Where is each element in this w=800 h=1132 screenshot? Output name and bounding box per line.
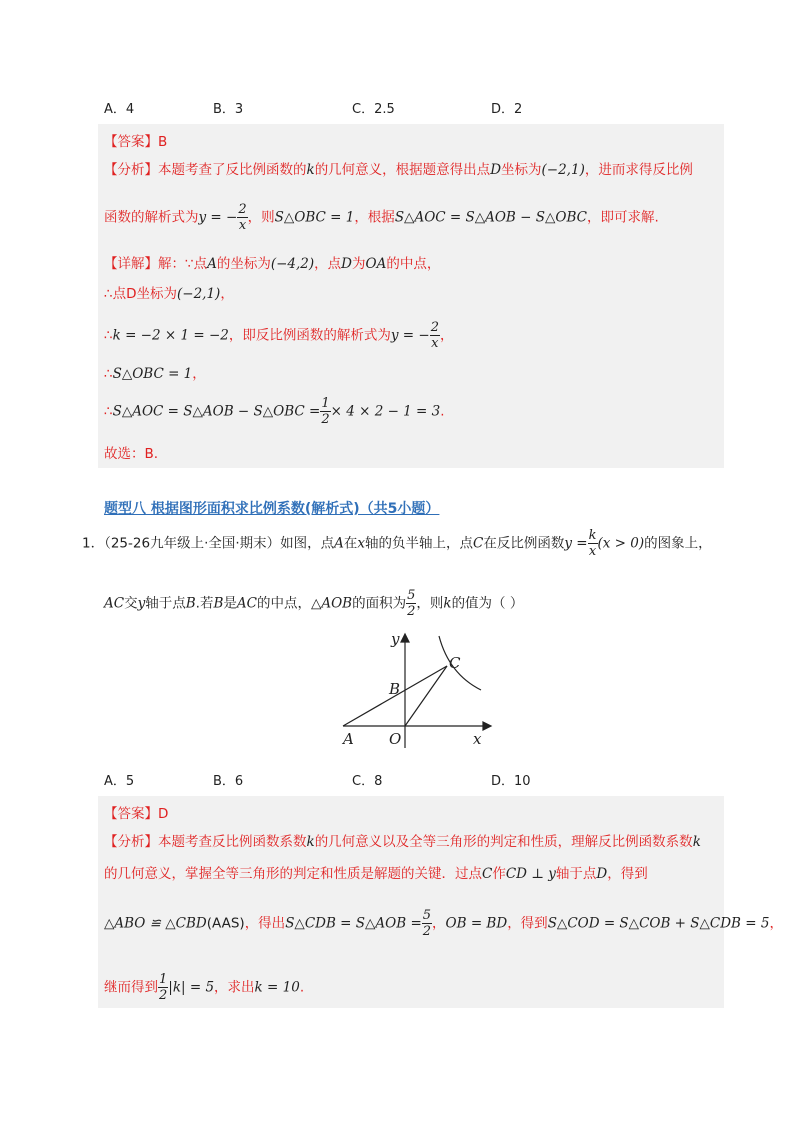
- q1-answer-box: [98, 796, 783, 1008]
- answer-line: 【答案】B: [104, 134, 168, 150]
- option-c: C．8: [352, 774, 383, 789]
- label-a: A: [343, 730, 354, 748]
- detail-line-4: ∴S△OBC = 1，: [104, 366, 206, 382]
- option-a: A．4: [104, 102, 135, 117]
- analysis-line-1: 【分析】本题考查了反比例函数的k的几何意义，根据题意得出点D坐标为(−2,1)，进而求得反比例: [104, 162, 693, 178]
- detail-line-1: 【详解】解：∵点A的坐标为(−4,2)，点D为OA的中点，: [104, 256, 441, 272]
- analysis-line-3: △ABO ≌ △CBD(AAS)，得出S△CDB = S△AOB = $\frac{5}{2}$ ，OB = BD，得到S△COD = S△COB + S△CDB = 5，: [104, 908, 783, 939]
- label-y: y: [391, 630, 400, 648]
- detail-line-2: ∴点D坐标为(−2,1)，: [104, 286, 234, 302]
- label-x: x: [473, 730, 482, 748]
- label-c: C: [449, 654, 461, 672]
- option-b: B．6: [213, 774, 244, 789]
- section-heading: 题型八 根据图形面积求比例系数(解析式)（共5小题）: [104, 501, 440, 517]
- fraction: $\frac{1}{2}$: [321, 396, 330, 427]
- segment-oc: [405, 666, 447, 726]
- x-axis-arrow: [483, 722, 491, 730]
- option-d: D．10: [491, 774, 531, 789]
- analysis-line-2: 函数的解析式为y = − $\frac{2}{x}$ ，则S△OBC = 1，根据S△AOC = S△AOB − S△OBC，即可求解.: [104, 202, 659, 233]
- fraction: $\frac{2}{x}$: [430, 320, 439, 351]
- label-o: O: [389, 730, 402, 748]
- fraction: $\frac{5}{2}$: [422, 908, 432, 939]
- option-b: B．3: [213, 102, 244, 117]
- q1-line-1: 1．（25-26九年级上·全国·期末）如图，点A在x轴的负半轴上，点C在反比例函数y = $\frac{k}{x}$ (x > 0)的图象上，: [82, 528, 712, 559]
- fraction: $\frac{2}{x}$: [238, 202, 247, 233]
- answer-line: 【答案】D: [104, 806, 169, 822]
- prev-answer-box: [98, 124, 724, 468]
- option-c: C．2.5: [352, 102, 395, 117]
- analysis-line-1: 【分析】本题考查反比例函数系数k的几何意义以及全等三角形的判定和性质，理解反比例函数系数k: [104, 834, 701, 850]
- analysis-line-2: 的几何意义，掌握全等三角形的判定和性质是解题的关键．过点C作CD ⊥ y轴于点D，得到: [104, 866, 648, 882]
- option-a: A．5: [104, 774, 135, 789]
- choose-line: 故选：B.: [104, 446, 159, 462]
- detail-line-5: ∴S△AOC = S△AOB − S△OBC = $\frac{1}{2}$ × 4 × 2 − 1 = 3.: [104, 396, 445, 427]
- fraction: $\frac{5}{2}$: [407, 588, 416, 619]
- q1-figure: [335, 630, 505, 750]
- fraction: $\frac{1}{2}$: [159, 972, 168, 1003]
- option-d: D．2: [491, 102, 523, 117]
- detail-line-3: ∴k = −2 × 1 = −2，即反比例函数的解析式为y = − $\frac{2}{x}$ ，: [104, 320, 454, 351]
- fraction: $\frac{k}{x}$: [588, 528, 597, 559]
- q1-line-2: AC交y轴于点B.若B是AC的中点，△AOB的面积为 $\frac{5}{2}$ ，则k的值为（ ）: [104, 588, 524, 619]
- y-axis-arrow: [401, 634, 409, 642]
- label-b: B: [389, 680, 401, 698]
- analysis-line-4: 继而得到 $\frac{1}{2}$ |k| = 5，求出k = 10.: [104, 972, 305, 1003]
